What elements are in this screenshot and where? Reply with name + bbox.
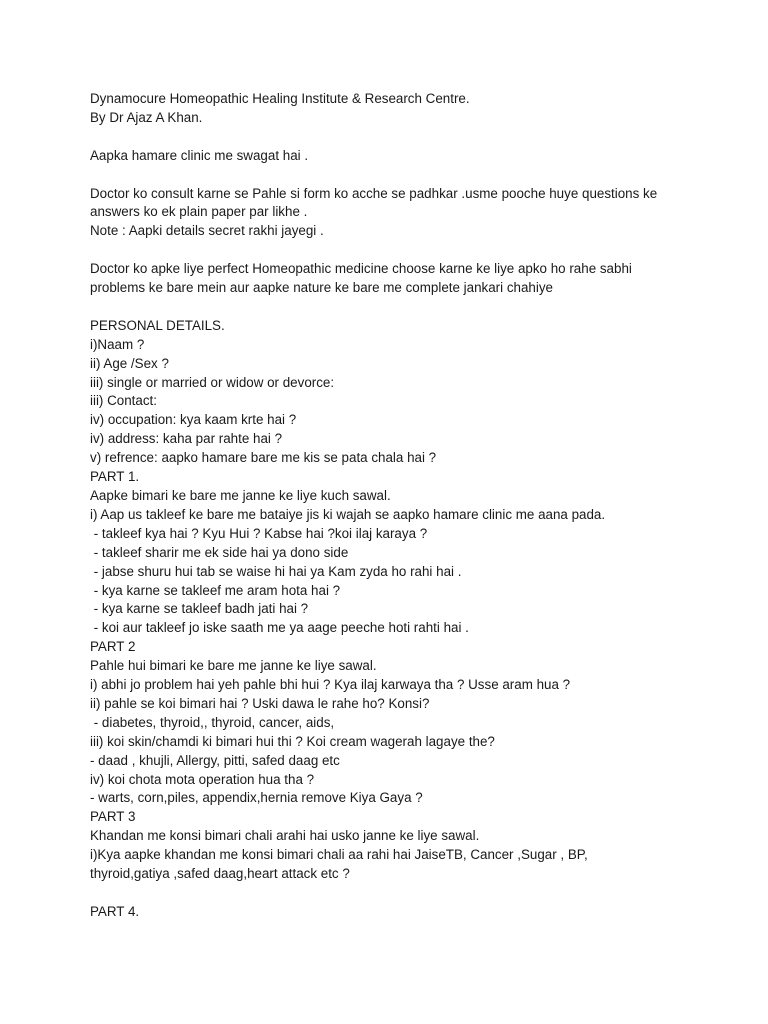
part1-item: - kya karne se takleef badh jati hai ? (90, 601, 309, 617)
personal-item-reference: v) refrence: aapko hamare bare me kis se pata chala hai ? (90, 450, 437, 466)
part1-item: - koi aur takleef jo iske saath me ya aage peeche hoti rahti hai . (90, 620, 469, 636)
part1-item: - takleef kya hai ? Kyu Hui ? Kabse hai ?koi ilaj karaya ? (90, 525, 428, 541)
spacer (90, 884, 730, 903)
intro-line-2: answers ko ek plain paper par likhe . (90, 204, 308, 220)
purpose-line-1: Doctor ko apke liye perfect Homeopathic medicine choose karne ke liye apko ho rahe sabhi (90, 261, 632, 277)
part2-item: - warts, corn,piles, appendix,hernia remove Kiya Gaya ? (90, 790, 423, 806)
personal-details-heading: PERSONAL DETAILS. (90, 317, 225, 333)
personal-item-occupation: iv) occupation: kya kaam krte hai ? (90, 412, 297, 428)
part1-intro: Aapke bimari ke bare me janne ke liye kuch sawal. (90, 487, 391, 503)
part3-heading: PART 3 (90, 809, 136, 825)
part3-item: i)Kya aapke khandan me konsi bimari chali aa rahi hai JaiseTB, Cancer ,Sugar , BP, (90, 847, 588, 863)
part2-item: iv) koi chota mota operation hua tha ? (90, 771, 315, 787)
personal-item-age-sex: ii) Age /Sex ? (90, 355, 169, 371)
intro-line-1: Doctor ko consult karne se Pahle si form ko acche se padhkar .usme pooche huye questions ke (90, 185, 658, 201)
part2-item: iii) koi skin/chamdi ki bimari hui thi ? Koi cream wagerah lagaye the? (90, 733, 495, 749)
author-line: By Dr Ajaz A Khan. (90, 109, 203, 125)
spacer (90, 128, 730, 147)
part3-intro: Khandan me konsi bimari chali arahi hai usko janne ke liye sawal. (90, 828, 480, 844)
part1-item: - takleef sharir me ek side hai ya dono side (90, 544, 349, 560)
personal-item-name: i)Naam ? (90, 336, 145, 352)
part1-item: - jabse shuru hui tab se waise hi hai ya Kam zyda ho rahi hai . (90, 563, 462, 579)
part2-heading: PART 2 (90, 639, 136, 655)
part2-item: - daad , khujli, Allergy, pitti, safed daag etc (90, 752, 340, 768)
part4-heading: PART 4. (90, 903, 140, 919)
part2-item: ii) pahle se koi bimari hai ? Uski dawa le rahe ho? Konsi? (90, 695, 430, 711)
personal-item-marital-status: iii) single or married or widow or devorce: (90, 374, 335, 390)
part1-item: i) Aap us takleef ke bare me bataiye jis ki wajah se aapko hamare clinic me aana pada. (90, 506, 606, 522)
part1-item: - kya karne se takleef me aram hota hai ? (90, 582, 341, 598)
spacer (90, 166, 730, 185)
part2-intro: Pahle hui bimari ke bare me janne ke liye sawal. (90, 658, 377, 674)
document-page (90, 90, 730, 922)
spacer (90, 298, 730, 317)
part3-item: thyroid,gatiya ,safed daag,heart attack etc ? (90, 866, 350, 882)
part2-item: - diabetes, thyroid,, thyroid, cancer, aids, (90, 714, 335, 730)
personal-item-address: iv) address: kaha par rahte hai ? (90, 431, 283, 447)
personal-item-contact: iii) Contact: (90, 393, 157, 409)
welcome-text: Aapka hamare clinic me swagat hai . (90, 147, 309, 163)
spacer (90, 241, 730, 260)
privacy-note: Note : Aapki details secret rakhi jayegi . (90, 223, 324, 239)
institute-name: Dynamocure Homeopathic Healing Institute & Research Centre. (90, 91, 470, 106)
part1-heading: PART 1. (90, 469, 140, 485)
purpose-line-2: problems ke bare mein aur aapke nature ke bare me complete jankari chahiye (90, 280, 553, 296)
part2-item: i) abhi jo problem hai yeh pahle bhi hui ? Kya ilaj karwaya tha ? Usse aram hua ? (90, 677, 571, 693)
